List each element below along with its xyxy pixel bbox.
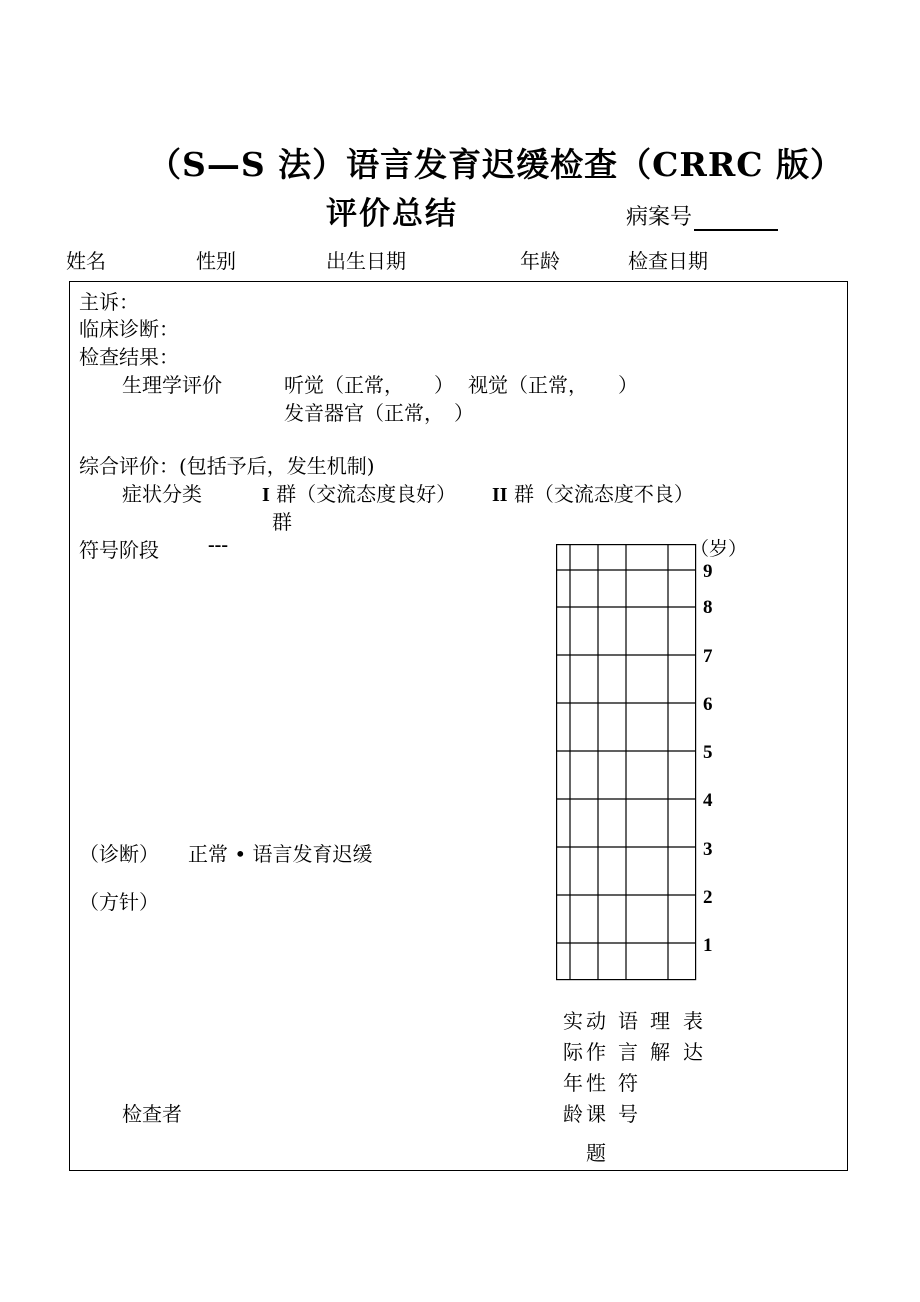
- symbol-stage-label: 符号阶段: [79, 538, 159, 562]
- age-tick-4: 4: [703, 790, 713, 811]
- column-label-language-symbol: 语 言 符 号: [618, 1009, 638, 1126]
- field-gender: 性别: [196, 249, 236, 273]
- group-2-option: [492, 478, 694, 507]
- group-2-roman: II: [492, 484, 508, 506]
- age-tick-8: 8: [703, 597, 713, 618]
- group-1-wrap: 群: [272, 510, 292, 534]
- group-1-text: 群（交流态度良好）: [276, 482, 457, 506]
- page-title: （S—S 法）语言发育迟缓检查（CRRC 版）: [148, 145, 845, 184]
- age-tick-9: 9: [703, 561, 713, 582]
- plan-label: （方针）: [79, 890, 159, 914]
- clinical-diagnosis-label: 临床诊断：: [79, 317, 179, 341]
- symptom-label: 症状分类: [122, 482, 202, 506]
- group-1-roman: I: [262, 484, 270, 506]
- age-tick-6: 6: [703, 694, 713, 715]
- case-number-label: 病案号: [626, 205, 693, 230]
- field-name: 姓名: [66, 249, 106, 273]
- case-number-line[interactable]: [694, 207, 778, 231]
- field-birthdate: 出生日期: [326, 249, 406, 273]
- case-number-field[interactable]: [626, 200, 778, 231]
- field-age: 年龄: [520, 249, 560, 273]
- column-label-comprehension: 理 解: [650, 1009, 670, 1064]
- group-1-option: [262, 478, 456, 507]
- field-exam-date: 检查日期: [628, 249, 708, 273]
- age-tick-3: 3: [703, 839, 713, 860]
- column-label-action-task: 动 作 性 课 题: [586, 1009, 606, 1165]
- vision-field: 视觉（正常， ）: [468, 373, 638, 397]
- hearing-field: 听觉（正常， ）: [284, 373, 454, 397]
- symbol-stage-value: ---: [208, 534, 228, 556]
- age-unit-label: （岁）: [690, 538, 748, 560]
- diagnosis-label: （诊断）: [79, 842, 159, 866]
- age-tick-5: 5: [703, 742, 713, 763]
- results-label: 检查结果：: [79, 345, 179, 369]
- articulation-field: 发音器官（正常， ）: [284, 401, 474, 425]
- examiner-label: 检查者: [122, 1102, 182, 1126]
- group-2-text: 群（交流态度不良）: [513, 482, 694, 506]
- age-tick-1: 1: [703, 935, 713, 956]
- physio-label: 生理学评价: [122, 373, 222, 397]
- age-grid: [556, 544, 698, 982]
- page-subtitle: 评价总结: [326, 196, 458, 232]
- age-tick-7: 7: [703, 646, 713, 667]
- column-label-expression: 表 达: [683, 1009, 703, 1064]
- complaint-label: 主诉：: [79, 290, 139, 314]
- overall-evaluation-label: 综合评价：(包括予后，发生机制): [79, 454, 375, 478]
- column-label-actual-age: 实 际 年 龄: [563, 1009, 583, 1126]
- diagnosis-value: 正常 • 语言发育迟缓: [188, 842, 373, 866]
- age-tick-2: 2: [703, 887, 713, 908]
